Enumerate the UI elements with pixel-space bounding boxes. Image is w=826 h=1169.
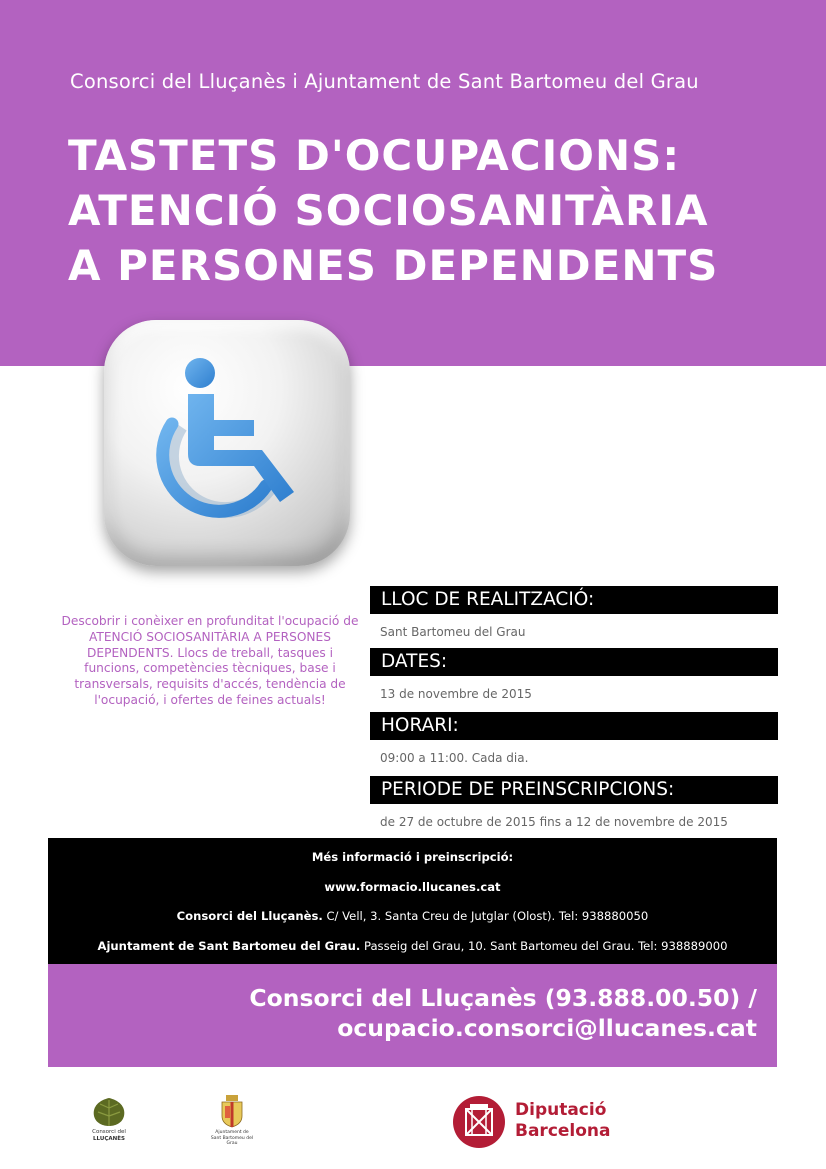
info-schedule-label: HORARI: (370, 712, 778, 740)
ajuntament-logo-line2: Sant Bartomeu del (210, 1135, 254, 1141)
info-preregistration-value: de 27 de octubre de 2015 fins a 12 de novembre de 2015 (380, 815, 728, 829)
ajuntament-logo-line1: Ajuntament de (215, 1130, 249, 1135)
diputacio-emblem-icon (452, 1095, 506, 1149)
consorci-logo-line1: Consorci del (92, 1129, 126, 1135)
wheelchair-icon (104, 320, 350, 566)
info-preregistration (370, 776, 778, 829)
contact-heading: Més informació i preinscripció: (311, 850, 514, 864)
ajuntament-shield-icon (214, 1094, 250, 1128)
highlight-email[interactable]: ocupacio.consorci@llucanes.cat (337, 1014, 757, 1042)
organizer-text: Consorci del Lluçanès i Ajuntament de Sant Bartomeu del Grau (70, 70, 699, 93)
consorci-leaf-icon (88, 1096, 130, 1128)
info-location-value: Sant Bartomeu del Grau (380, 625, 526, 639)
contact-box (48, 838, 777, 964)
contact-ajuntament (48, 939, 777, 953)
info-dates (370, 648, 778, 701)
contact-consorci-name: Consorci del Lluçanès. (176, 909, 323, 923)
highlight-contact-box (48, 964, 777, 1067)
diputacio-logo-line2: Barcelona (515, 1121, 611, 1141)
contact-ajuntament-address: Passeig del Grau, 10. Sant Bartomeu del Grau. Tel: 938889000 (360, 939, 728, 953)
header-banner (0, 0, 826, 366)
course-description: Descobrir i conèixer en profunditat l'ocupació de ATENCIÓ SOCIOSANITÀRIA A PERSONES DEPENDENTS. Llocs de treball, tasques i funcions, competències tècniques, base i transversals, requisits d'accés, tendència de l'ocupació, i ofertes de feines actuals! (61, 614, 359, 707)
info-schedule-value: 09:00 a 11:00. Cada dia. (380, 751, 529, 765)
info-location (370, 586, 778, 639)
contact-consorci (48, 909, 777, 923)
info-schedule (370, 712, 778, 765)
info-preregistration-label: PERIODE DE PREINSCRIPCIONS: (370, 776, 778, 804)
ajuntament-logo-text (206, 1130, 258, 1147)
contact-ajuntament-name: Ajuntament de Sant Bartomeu del Grau. (97, 939, 361, 953)
contact-website[interactable]: www.formacio.llucanes.cat (324, 880, 501, 894)
ajuntament-logo-line3: Grau (226, 1141, 238, 1146)
wheelchair-icon-tile (104, 320, 350, 566)
diputacio-logo-text (515, 1100, 611, 1142)
consorci-logo-text (84, 1129, 134, 1142)
info-location-label: LLOC DE REALITZACIÓ: (370, 586, 778, 614)
contact-consorci-address: C/ Vell, 3. Santa Creu de Jutglar (Olost). Tel: 938880050 (322, 909, 649, 923)
info-dates-label: DATES: (370, 648, 778, 676)
ajuntament-logo (210, 1094, 254, 1150)
title-line-3: A PERSONES DEPENDENTS (68, 241, 719, 290)
diputacio-logo (452, 1095, 506, 1149)
poster-title (68, 128, 718, 293)
diputacio-logo-line1: Diputació (515, 1100, 607, 1120)
consorci-logo-line2: LLUÇANÈS (93, 1135, 125, 1142)
title-line-2: ATENCIÓ SOCIOSANITÀRIA (68, 186, 709, 235)
highlight-phone: Consorci del Lluçanès (93.888.00.50) / (249, 984, 757, 1012)
consorci-logo (88, 1096, 130, 1144)
title-line-1: TASTETS D'OCUPACIONS: (68, 131, 681, 180)
info-dates-value: 13 de novembre de 2015 (380, 687, 532, 701)
